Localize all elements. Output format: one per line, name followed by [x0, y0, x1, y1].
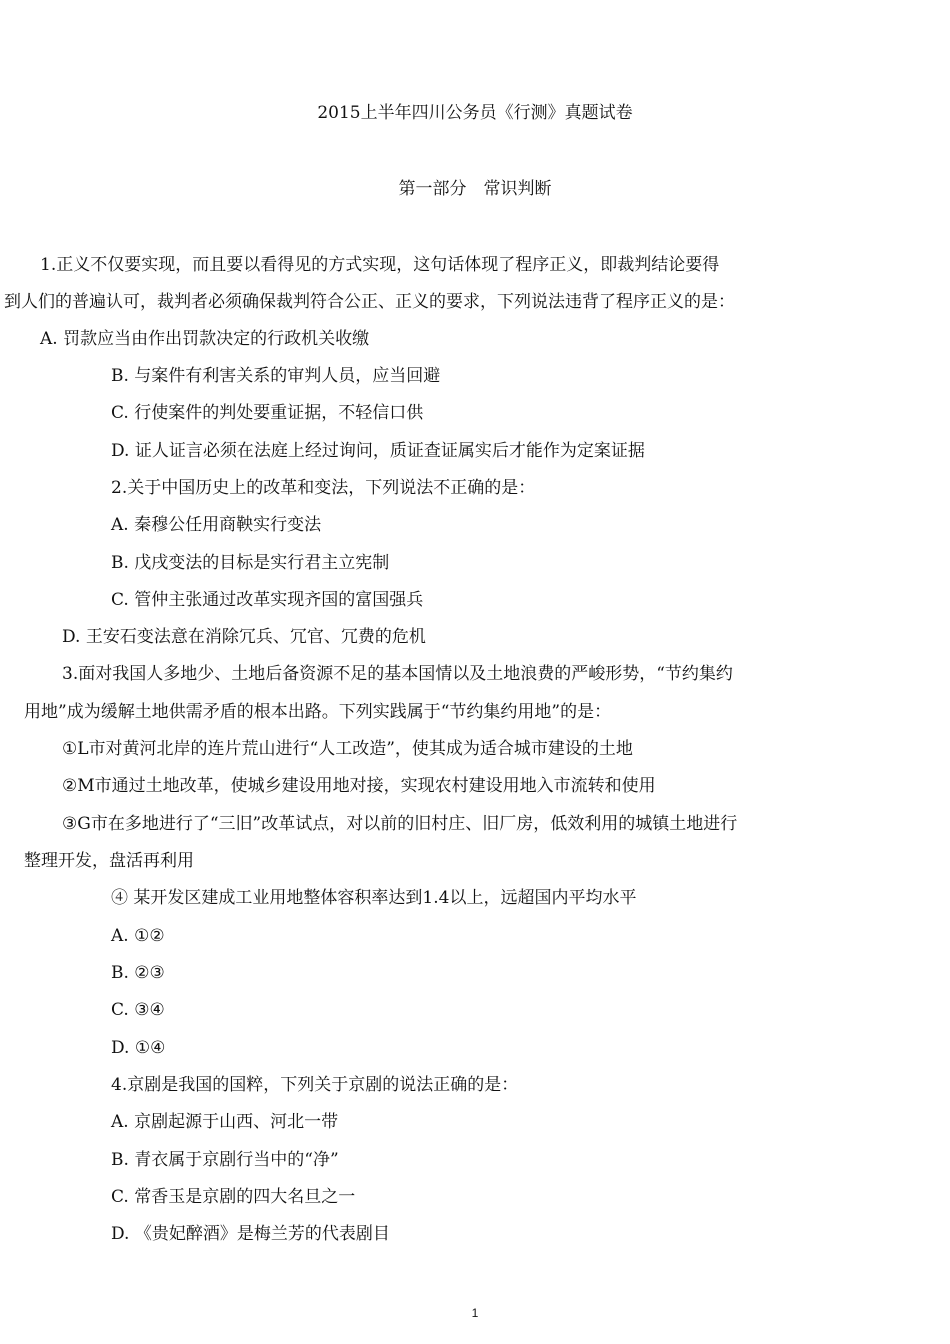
option-line: D. 证人证言必须在法庭上经过询问，质证查证属实后才能作为定案证据	[111, 441, 645, 461]
option-line: A. 京剧起源于山西、河北一带	[111, 1112, 339, 1132]
option-line: B. 与案件有利害关系的审判人员，应当回避	[111, 366, 441, 386]
option-line: B. 青衣属于京剧行当中的“净”	[111, 1150, 339, 1170]
question-3-line-1: 3.面对我国人多地少、土地后备资源不足的基本国情以及土地浪费的严峻形势，“节约集约	[62, 664, 733, 684]
question-3-line-2: 用地”成为缓解土地供需矛盾的根本出路。下列实践属于“节约集约用地”的是：	[24, 702, 612, 722]
question-2: 2.关于中国历史上的改革和变法，下列说法不正确的是：	[111, 478, 536, 498]
option-line: B. ②③	[111, 963, 165, 983]
statement-line: ④ 某开发区建成工业用地整体容积率达到1.4以上，远超国内平均水平	[111, 888, 637, 908]
page-number: 1	[471, 1306, 479, 1320]
page-title: 2015上半年四川公务员《行测》真题试卷	[317, 103, 633, 123]
statement-line: ②M市通过土地改革，使城乡建设用地对接，实现农村建设用地入市流转和使用	[62, 776, 656, 796]
question-1-line-2: 到人们的普遍认可，裁判者必须确保裁判符合公正、正义的要求，下列说法违背了程序正义的是：	[4, 292, 735, 312]
statement-line: 整理开发，盘活再利用	[24, 851, 194, 871]
option-line: C. 管仲主张通过改革实现齐国的富国强兵	[111, 590, 424, 610]
option-line: A. 秦穆公任用商鞅实行变法	[111, 515, 322, 535]
statement-line: ①L市对黄河北岸的连片荒山进行“人工改造”，使其成为适合城市建设的土地	[62, 739, 633, 759]
option-line: C. 行使案件的判处要重证据，不轻信口供	[111, 403, 424, 423]
option-line: C. ③④	[111, 1000, 165, 1020]
option-line: D. ①④	[111, 1038, 166, 1058]
option-line: A. ①②	[111, 926, 165, 946]
statement-line: ③G市在多地进行了“三旧”改革试点，对以前的旧村庄、旧厂房，低效利用的城镇土地进行	[62, 814, 738, 834]
question-1-line-1: 1.正义不仅要实现，而且要以看得见的方式实现，这句话体现了程序正义，即裁判结论要得	[40, 255, 720, 275]
option-line: C. 常香玉是京剧的四大名旦之一	[111, 1187, 356, 1207]
option-line: D. 《贵妃醉酒》是梅兰芳的代表剧目	[111, 1224, 390, 1244]
option-line: A. 罚款应当由作出罚款决定的行政机关收缴	[40, 329, 370, 349]
question-4: 4.京剧是我国的国粹，下列关于京剧的说法正确的是：	[111, 1075, 519, 1095]
option-line: B. 戊戌变法的目标是实行君主立宪制	[111, 553, 390, 573]
option-line: D. 王安石变法意在消除冗兵、冗官、冗费的危机	[62, 627, 426, 647]
section-heading: 第一部分 常识判断	[398, 179, 552, 199]
